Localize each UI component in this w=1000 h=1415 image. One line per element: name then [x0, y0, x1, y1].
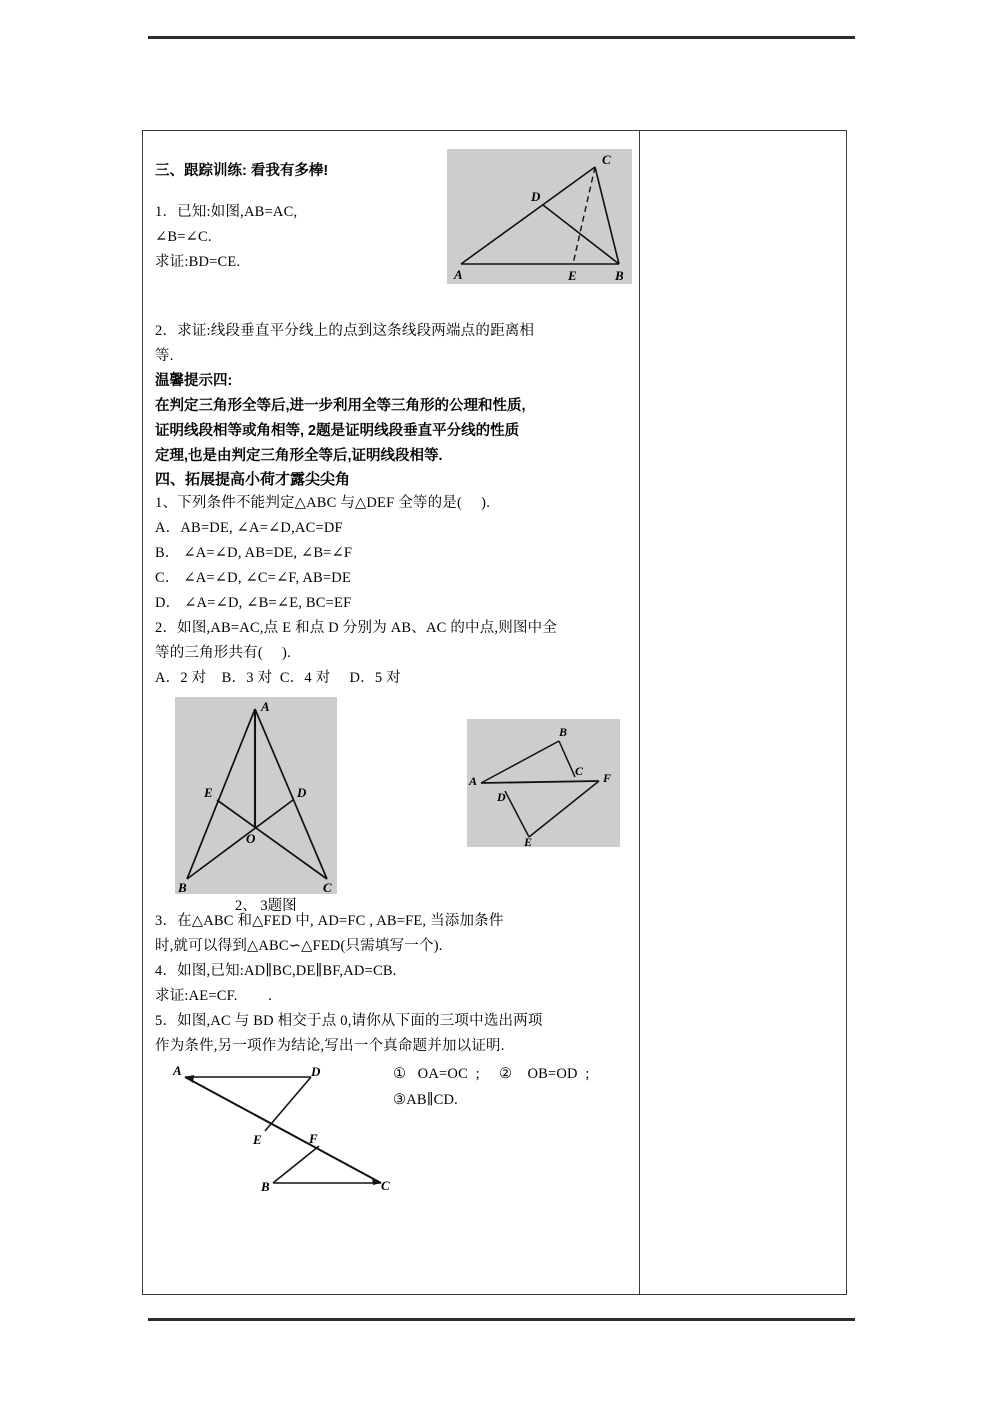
section-four-q3 — [155, 909, 631, 959]
q5-options — [393, 1061, 643, 1113]
figure-caption-q2-q3: 2、 3题图 — [235, 898, 297, 914]
figure-3-svg — [467, 719, 620, 847]
q2-line1: 2．求证:线段垂直平分线上的点到这条线段两端点的距离相 — [155, 323, 535, 339]
figure-1-svg — [447, 149, 632, 284]
figure-3-label-a: A — [469, 774, 478, 788]
section-four-heading: 四、拓展提高小荷才露尖尖角 — [155, 471, 351, 488]
s4-q1-stem: 1、下列条件不能判定△ABC 与△DEF 全等的是( ). — [155, 495, 491, 511]
figure-triangle-abc-with-d-e — [447, 149, 632, 284]
s4-q4-line1: 4．如图,已知:AD∥BC,DE∥BF,AD=CB. — [155, 963, 397, 979]
figure-1-label-c: C — [602, 152, 611, 167]
figure-isosceles-triangle-medians — [175, 697, 337, 894]
figure-2-label-a: A — [261, 699, 270, 714]
q5-options-line2: ③AB∥CD. — [393, 1092, 459, 1108]
s4-q3-line2: 时,就可以得到△ABC∽△FED(只需填写一个). — [155, 938, 443, 954]
footer-rule — [148, 1318, 855, 1321]
s4-q5-line2: 作为条件,另一项作为结论,写出一个真命题并加以证明. — [155, 1038, 505, 1054]
section-four-q2 — [155, 616, 631, 691]
figure-4-svg — [169, 1061, 397, 1191]
figure-2-label-b: B — [178, 880, 187, 894]
figure-1-label-a: A — [454, 267, 463, 282]
q1-line1: 1．已知:如图,AB=AC, — [155, 204, 298, 220]
warm-tip-line3: 定理,也是由判定三角形全等后,证明线段相等. — [155, 448, 443, 464]
s4-q3-line1: 3．在△ABC 和△FED 中, AD=FC , AB=FE, 当添加条件 — [155, 913, 504, 929]
section-three-block — [155, 152, 631, 309]
figure-1-label-b: B — [615, 268, 624, 283]
figure-4-label-c: C — [381, 1178, 390, 1191]
figure-4-label-d: D — [311, 1064, 321, 1079]
figure-1-label-d: D — [531, 189, 541, 204]
figure-3-label-b: B — [559, 725, 568, 739]
section-four-q4 — [155, 959, 631, 1009]
s4-q1-choice-b: B． ∠A=∠D, AB=DE, ∠B=∠F — [155, 545, 353, 561]
section-four-q1 — [155, 491, 631, 616]
figure-3-label-c: C — [575, 764, 584, 778]
section-three-q1 — [155, 200, 435, 275]
q5-options-line1: ① OA=OC ; ② OB=OD ; — [393, 1066, 590, 1082]
figure-2-label-e: E — [204, 785, 213, 800]
figure-3-label-d: D — [497, 790, 506, 804]
s4-q5-line1: 5．如图,AC 与 BD 相交于点 0,请你从下面的三项中选出两项 — [155, 1013, 543, 1029]
figure-2-label-d: D — [297, 785, 307, 800]
figure-3-label-f: F — [603, 771, 612, 785]
q1-line2: ∠B=∠C. — [155, 229, 212, 245]
s4-q2-line2: 等的三角形共有( ). — [155, 645, 291, 661]
document-table — [142, 130, 847, 1295]
table-cell-main — [143, 131, 640, 1294]
s4-q1-choice-d: D． ∠A=∠D, ∠B=∠E, BC=EF — [155, 595, 352, 611]
figure-1-label-e: E — [568, 268, 577, 283]
section-four-q5 — [155, 1009, 631, 1059]
figure-crossing-segments — [169, 1061, 397, 1191]
figure-2-label-c: C — [323, 880, 332, 894]
section-three-q2 — [155, 319, 631, 369]
figure-4-label-e: E — [253, 1132, 262, 1147]
s4-q2-choices: A．2 对 B．3 对 C．4 对 D．5 对 — [155, 670, 401, 686]
figure-2-label-o: O — [246, 831, 256, 846]
figure-row-q5 — [155, 1059, 631, 1194]
figure-4-label-a: A — [173, 1063, 182, 1078]
warm-tip-block — [155, 369, 631, 469]
figure-triangles-abc-fed — [467, 719, 620, 847]
figure-3-label-e: E — [524, 835, 533, 847]
section-three-heading: 三、跟踪训练: 看我有多棒! — [155, 163, 329, 179]
header-rule — [148, 36, 855, 39]
table-cell-side — [640, 131, 846, 1294]
figure-4-label-f: F — [309, 1131, 318, 1146]
warm-tip-line1: 在判定三角形全等后,进一步利用全等三角形的公理和性质, — [155, 398, 526, 414]
s4-q1-choice-a: A．AB=DE, ∠A=∠D,AC=DF — [155, 520, 343, 536]
figure-2-svg — [175, 697, 337, 894]
warm-tip-title: 温馨提示四: — [155, 373, 233, 389]
figure-row-q2-q3 — [155, 697, 631, 914]
warm-tip-line2: 证明线段相等或角相等, 2题是证明线段垂直平分线的性质 — [155, 423, 520, 439]
q2-line2: 等. — [155, 348, 174, 364]
q1-line3: 求证:BD=CE. — [155, 254, 241, 270]
s4-q2-line1: 2．如图,AB=AC,点 E 和点 D 分别为 AB、AC 的中点,则图中全 — [155, 620, 558, 636]
s4-q4-line2: 求证:AE=CF. . — [155, 988, 272, 1004]
main-content — [155, 152, 631, 1194]
s4-q1-choice-c: C． ∠A=∠D, ∠C=∠F, AB=DE — [155, 570, 352, 586]
figure-4-label-b: B — [261, 1179, 270, 1191]
